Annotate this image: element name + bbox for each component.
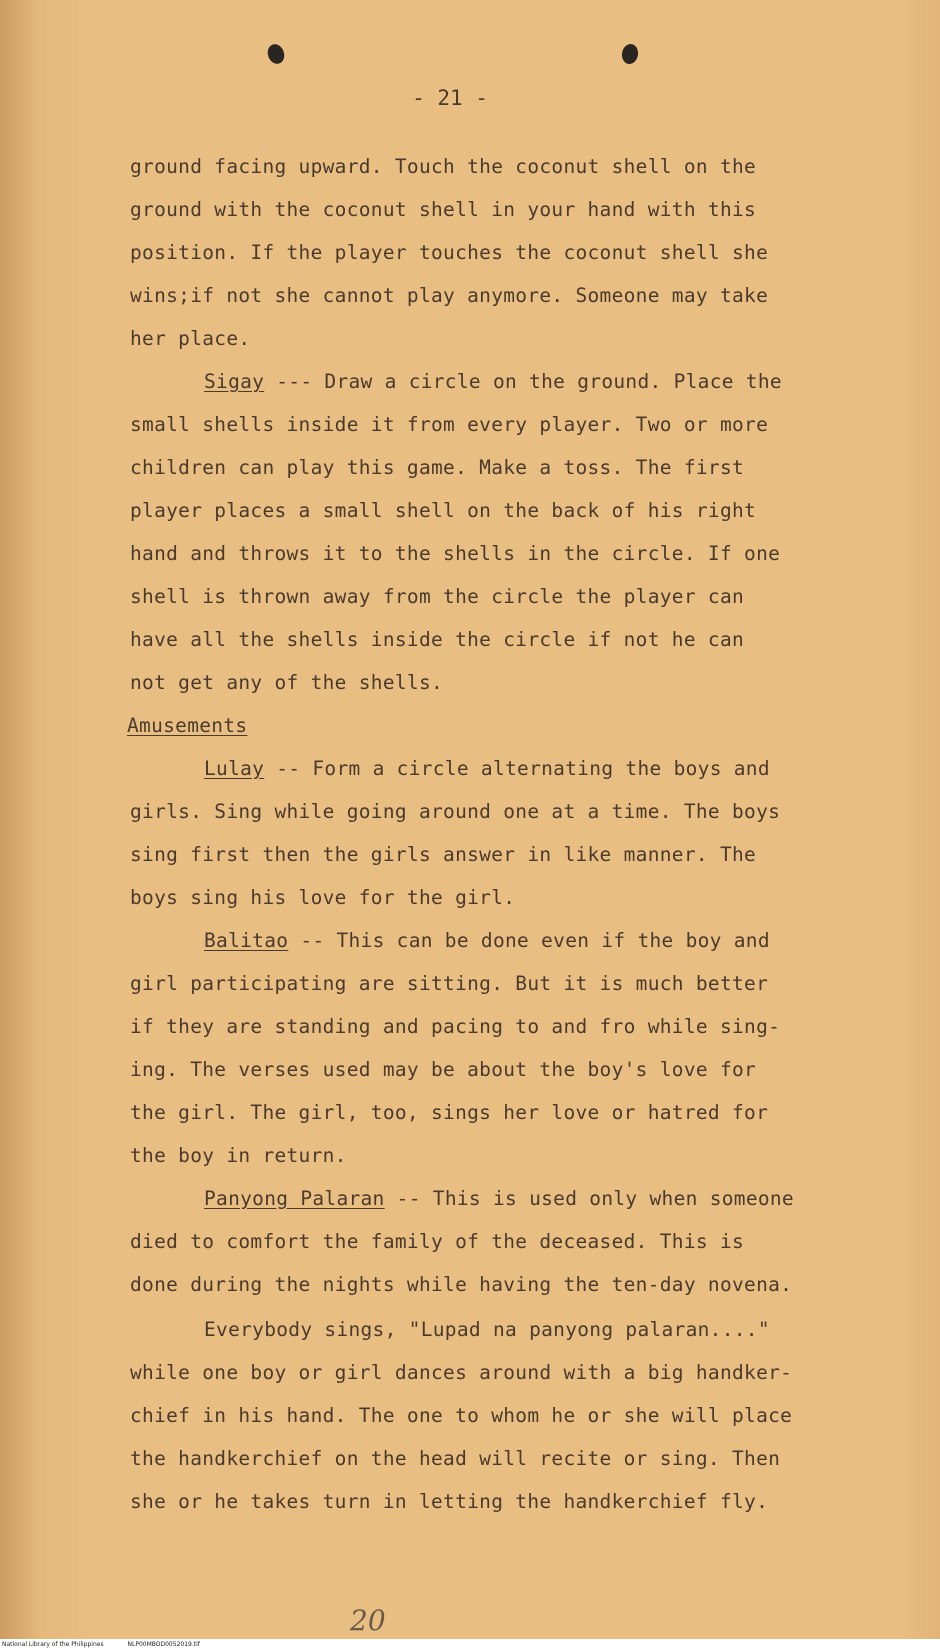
text-line: she or he takes turn in letting the handkerchief fly. [130,1490,769,1513]
text-line: ing. The verses used may be about the boy's love for [130,1058,757,1081]
text-line: -- This can be done even if the boy and [300,929,770,952]
text-line: while one boy or girl dances around with a big handker- [130,1361,793,1384]
handwritten-mark: 20 [350,1604,386,1637]
text-line: player places a small shell on the back of his right [130,499,757,522]
page-number: - 21 - [412,86,488,110]
term-lulay: Lulay [204,757,265,780]
text-line: the girl. The girl, too, sings her love or hatred for [130,1101,769,1124]
term-sigay: Sigay [204,370,265,393]
punch-hole-right [620,43,639,65]
text-line: chief in his hand. The one to whom he or she will place [130,1404,793,1427]
text-line: Everybody sings, "Lupad na panyong palaran...." [204,1318,770,1341]
text-line: wins;if not she cannot play anymore. Someone may take [130,284,769,307]
text-line: -- This is used only when someone [396,1187,794,1210]
text-line: ground with the coconut shell in your hand with this [130,198,757,221]
scan-footer [0,1639,940,1650]
text-line: --- Draw a circle on the ground. Place the [276,370,782,393]
text-line: small shells inside it from every player. Two or more [130,413,769,436]
footer-library: National Library of the Philippines [2,1641,104,1648]
text-line: shell is thrown away from the circle the player can [130,585,745,608]
entry-lulay [204,757,770,780]
text-line: her place. [130,327,251,350]
text-line: sing first then the girls answer in like manner. The [130,843,757,866]
footer-file: NLP00MBOD0052019.tif [127,1641,200,1648]
entry-sigay [204,370,782,393]
text-line: if they are standing and pacing to and fro while sing- [130,1015,781,1038]
text-line: not get any of the shells. [130,671,444,694]
punch-hole-left [265,42,287,66]
text-line: position. If the player touches the coconut shell she [130,241,769,264]
text-line: hand and throws it to the shells in the circle. If one [130,542,781,565]
text-line: done during the nights while having the ten-day novena. [130,1273,793,1296]
term-balitao: Balitao [204,929,289,952]
section-heading: Amusements [127,714,248,737]
text-line: -- Form a circle alternating the boys and [276,757,770,780]
text-line: children can play this game. Make a toss. The first [130,456,745,479]
entry-panyong-palaran [204,1187,794,1210]
text-line: ground facing upward. Touch the coconut shell on the [130,155,757,178]
text-line: have all the shells inside the circle if not he can [130,628,745,651]
text-line: the handkerchief on the head will recite or sing. Then [130,1447,781,1470]
text-line: died to comfort the family of the deceased. This is [130,1230,745,1253]
text-line: the boy in return. [130,1144,347,1167]
text-line: girl participating are sitting. But it is much better [130,972,769,995]
text-line: boys sing his love for the girl. [130,886,516,909]
text-line: girls. Sing while going around one at a time. The boys [130,800,781,823]
entry-balitao [204,929,770,952]
term-panyong-palaran: Panyong Palaran [204,1187,385,1210]
